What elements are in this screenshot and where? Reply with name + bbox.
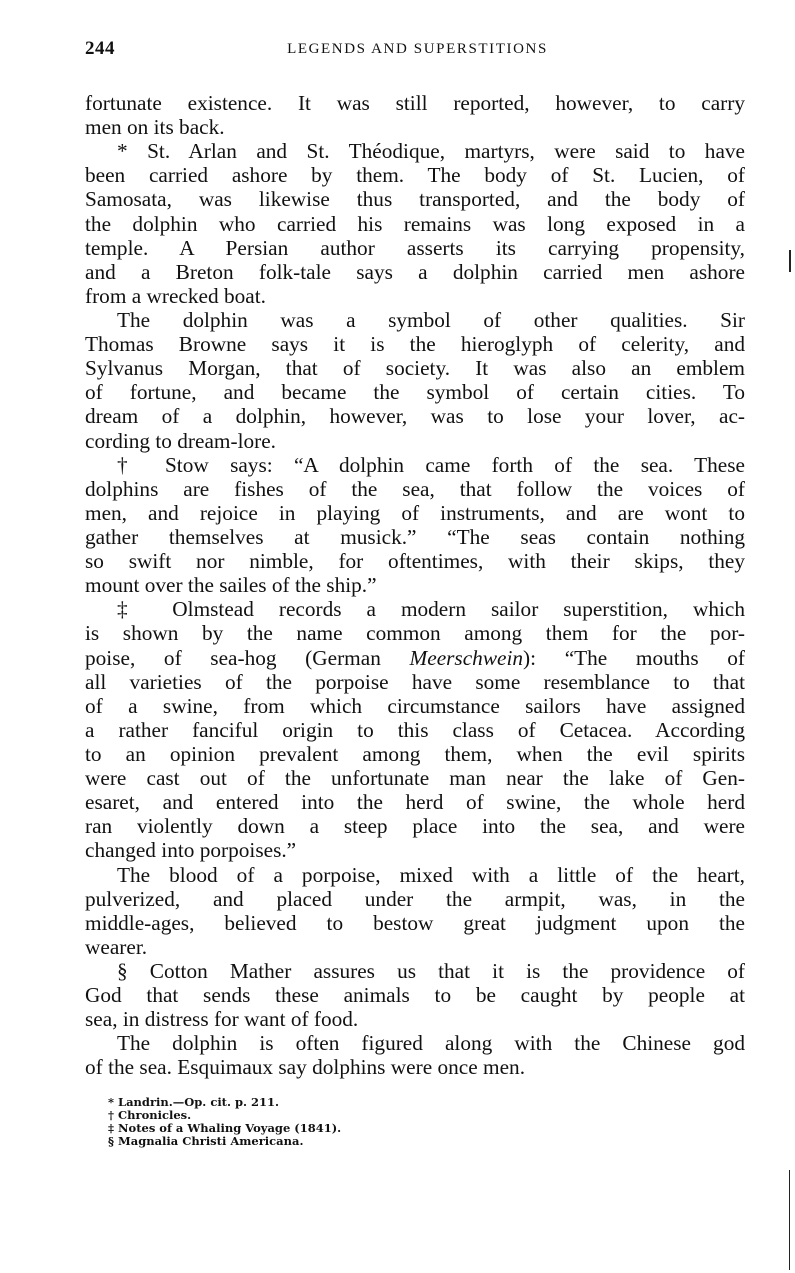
text-line: God that sends these animals to be caught by people at [85, 983, 745, 1008]
text-line: The dolphin is often figured along with the Chinese god [117, 1031, 745, 1056]
text-line [85, 646, 745, 670]
text-line: gather themselves at musick.” “The seas contain nothing [85, 524, 745, 549]
text-line: wearer. [85, 934, 148, 959]
scan-margin-mark [789, 1170, 790, 1270]
text-line: mount over the sailes of the ship.” [85, 573, 377, 598]
footnote: † Chronicles. [108, 1108, 192, 1122]
footnotes [108, 1096, 341, 1148]
text-line: been carried ashore by them. The body of St. Lucien, of [85, 163, 745, 188]
text-line: pulverized, and placed under the armpit, was, in the [85, 886, 745, 911]
text-line: men, and rejoice in playing of instruments, and are wont to [85, 500, 745, 525]
footnote: ‡ Notes of a Whaling Voyage (1841). [108, 1121, 342, 1135]
footnote: * Landrin.—Op. cit. p. 211. [108, 1095, 280, 1109]
text-line: * St. Arlan and St. Théodique, martyrs, were said to have [117, 139, 745, 164]
text-line: is shown by the name common among them for the por- [85, 621, 745, 646]
text-line: of the sea. Esquimaux say dolphins were once men. [85, 1055, 526, 1080]
page-number: 244 [85, 38, 115, 59]
text-line: sea, in distress for want of food. [85, 1007, 359, 1032]
text-line: were cast out of the unfortunate man near the lake of Gen- [85, 766, 745, 791]
text-line: dream of a dolphin, however, was to lose your lover, ac- [85, 404, 745, 429]
text-line: and a Breton folk-tale says a dolphin carried men ashore [85, 259, 745, 284]
footnote: § Magnalia Christi Americana. [108, 1134, 304, 1148]
text-line: temple. A Persian author asserts its carrying propensity, [85, 235, 745, 260]
scan-margin-mark [789, 250, 791, 272]
text-line: fortunate existence. It was still reported, however, to carry [85, 91, 745, 115]
text-line: so swift nor nimble, for oftentimes, with their skips, they [85, 549, 745, 574]
text-line: of fortune, and became the symbol of certain cities. To [85, 380, 745, 405]
text-line: from a wrecked boat. [85, 283, 266, 308]
text-line: † Stow says: “A dolphin came forth of the sea. These [117, 452, 745, 477]
text-line: the dolphin who carried his remains was long exposed in a [85, 211, 745, 236]
text-line: dolphins are fishes of the sea, that follow the voices of [85, 476, 745, 501]
text-line: Samosata, was likewise thus transported, and the body of [85, 187, 745, 212]
text-line: all varieties of the porpoise have some resemblance to that [85, 669, 745, 694]
text-line: cording to dream-lore. [85, 428, 277, 453]
text-line: The blood of a porpoise, mixed with a little of the heart, [117, 862, 745, 887]
text-line: of a swine, from which circumstance sailors have assigned [85, 693, 745, 718]
text-line: middle-ages, believed to bestow great judgment upon the [85, 910, 745, 935]
text-line: a rather fanciful origin to this class of Cetacea. According [85, 717, 745, 742]
body-text [85, 91, 745, 1079]
running-title: LEGENDS AND SUPERSTITIONS [287, 41, 548, 57]
text-line: ‡ Olmstead records a modern sailor superstition, which [117, 597, 745, 622]
text-line: Thomas Browne says it is the hieroglyph of celerity, and [85, 332, 745, 357]
text-line: The dolphin was a symbol of other qualities. Sir [117, 307, 745, 332]
text-line: changed into porpoises.” [85, 838, 297, 863]
text-segment: poise, of sea-hog (German [85, 645, 410, 670]
text-line: Sylvanus Morgan, that of society. It was also an emblem [85, 356, 745, 381]
text-line: § Cotton Mather assures us that it is the providence of [117, 958, 745, 983]
text-line: esaret, and entered into the herd of swine, the whole herd [85, 790, 745, 815]
text-segment: ): “The mouths of [523, 645, 745, 670]
text-line: ran violently down a steep place into the sea, and were [85, 814, 745, 839]
italic-term: Meerschwein [409, 645, 524, 670]
text-line: to an opinion prevalent among them, when the evil spirits [85, 741, 745, 766]
text-line: men on its back. [85, 115, 225, 140]
